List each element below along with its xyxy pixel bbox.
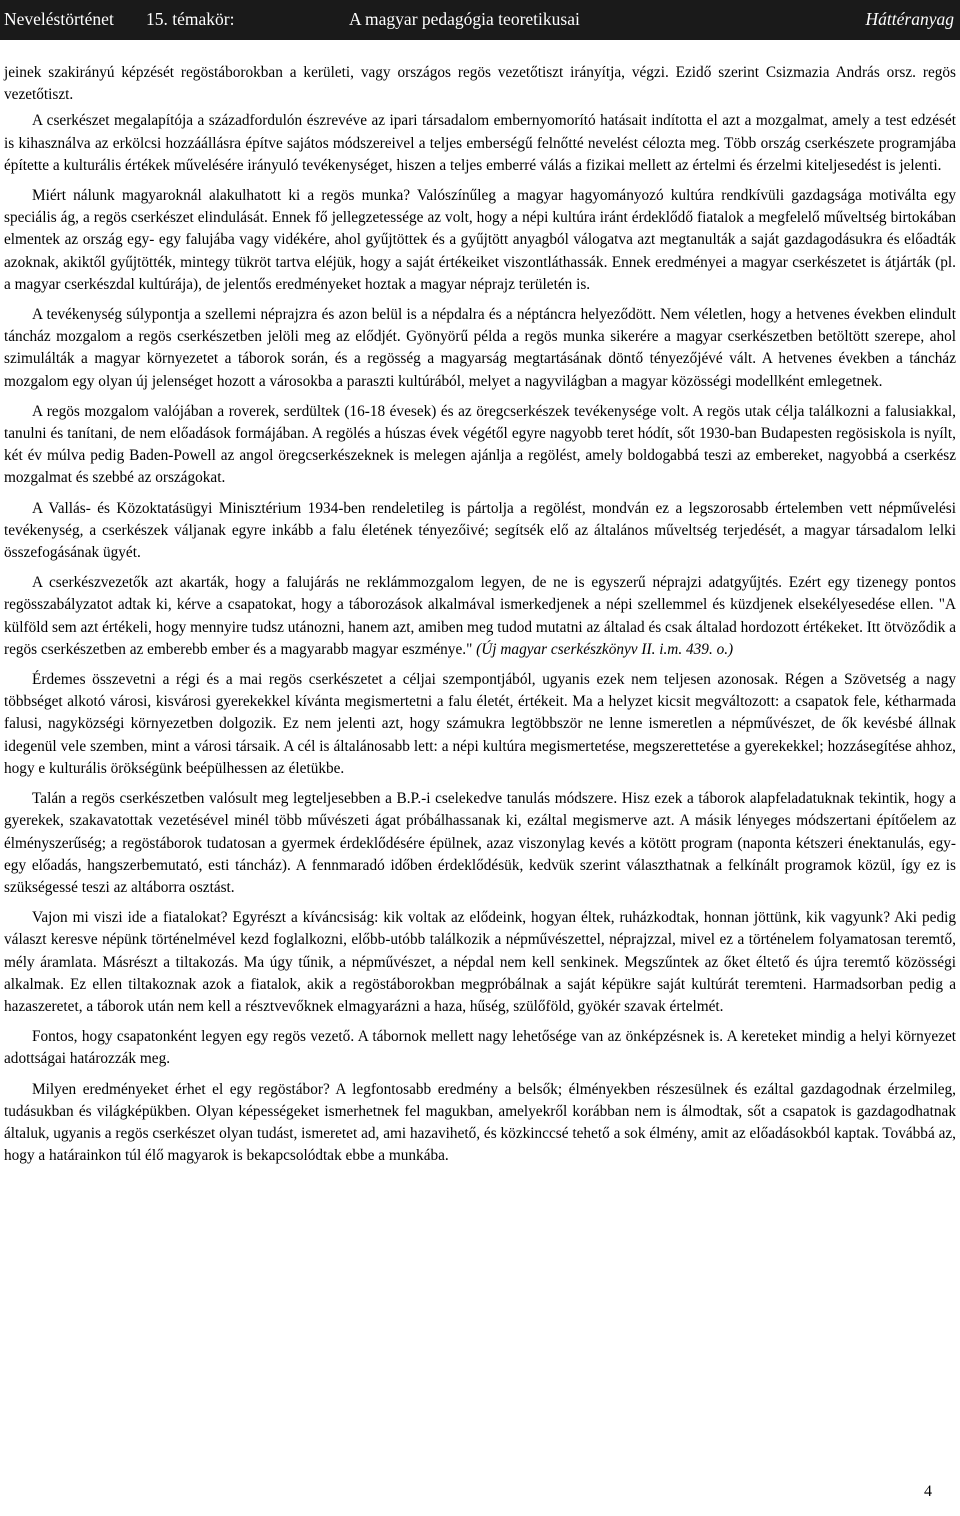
page-number: 4: [924, 1483, 932, 1500]
paragraph: Érdemes összevetni a régi és a mai regös cserkészetet a céljai szempontjából, ugyanis ezek nem teljesen azonosak. Régen a Szövetség a nagy többséget alkotó városi, kisvárosi gyerekekkel kívánta megismertetni a falu életét, értékeit. Ma a helyzet kicsit megváltozott: a csapatok fele, kétharmada falusi, nagyközségi környezetben dolgozik. Ez nem jelenti azt, hogy számukra legtöbbször ne lenne ismeretlen a népművészet, de ők kevésbé állnak idegenül vele szemben, mint a városi társaik. A cél is általánosabb lett: a népi kultúra megismertetése, megszerettetése a gyerekekkel; hozzásegítése ahhoz, hogy e kulturális örökségünk beépülhessen az életükbe.: [4, 671, 956, 777]
header-subject: Neveléstörténet: [4, 9, 114, 29]
paragraph: Miért nálunk magyaroknál alakulhatott ki a regös munka? Valószínűleg a magyar hagyományozó kultúra rendkívüli gazdagsága motiválta egy speciális ág, a regös cserkészet elindulását. Ennek fő jellegzetessége az volt, hogy a népi kultúra iránt érdeklődő fiatalok a megfelelő műveltség birtokában elmentek az ország egy- egy falujába vagy vidékére, ahol gyűjtöttek és a gyűjtött anyagból válogatva azt megtanulták a saját gazdagodásukra és előadták azoknak, akiktől gyűjtötték, mintegy tükröt tartva eléjük, hogy a saját értékeiket viszontláthassák. Ennek eredményei a magyar cserkészetet is átjárták (pl. a magyar cserkészdal kultúrája), de jelentős eredményeket hoztak a magyar néprajz területén is.: [4, 187, 956, 293]
paragraph-with-citation: [4, 572, 956, 661]
page-header: [0, 0, 960, 40]
paragraph: Milyen eredményeket érhet el egy regöstábor? A legfontosabb eredmény a belsők; élményekben részesülnek és ezáltal gazdagodnak érzelmileg, tudásukban és világképükben. Olyan képességeket ismerhetnek fel magukban, amelyekről korábban nem is álmodtak, sőt a csapatok is gazdagodhatnak általuk, ugyanis a regös cserkészet olyan tudást, ismeretet ad, ami hazavihető, és közkinccsé tehető a sok élmény, amit az előadásokból kaptak. Továbbá az, hogy a határainkon túl élő magyarok is bekapcsolódtak ebbe a munkába.: [4, 1080, 956, 1165]
paragraph: A Vallás- és Közoktatásügyi Minisztérium 1934-ben rendeletileg is pártolja a regölést, mondván ez a legszorosabb értelemben vett népművelési tevékenység, a cserkészek váljanak egyre inkább a falu életének tényezőivé; segítsék elő az általános műveltség terjedését, a magyar társadalom lelki összefogásának ügyét.: [4, 499, 956, 562]
header-topic-title: A magyar pedagógia teoretikusai: [349, 9, 580, 29]
document-body: [4, 62, 956, 1175]
paragraph: Fontos, hogy csapatonként legyen egy regös vezető. A tábornok mellett nagy lehetősége van az önképzésnek is. A kereteket mindig a helyi környezet adottságai határozzák meg.: [4, 1028, 956, 1068]
header-topic-number: 15. témakör:: [146, 9, 235, 29]
paragraph: Vajon mi viszi ide a fiatalokat? Egyrészt a kíváncsiság: kik voltak az elődeink, hogyan éltek, ruházkodtak, honnan jöttünk, kik vagyunk? Aki pedig választ keresve népünk történelmével kezd foglalkozni, előbb-utóbb találkozik a népművészettel, néprajzzal, mivel ez a történelem folyamatosan teremtő, mély áramlata. Másrészt a tiltakozás. Ma úgy tűnik, a népművészet, a népdal nem kell senkinek. Megszűntek az őket éltető és újra teremtő közösségi alkalmak. Ez ellen tiltakoznak azok a fiatalok, akik a regöstáborokban megpróbálnak a saját képükre saját kultúrát teremteni. Harmadsorban pedig a hazaszeretet, a táborok után nem kell a résztvevőknek elmagyarázni a haza, hűség, szülőföld, gyökér szavak értelmét.: [4, 909, 956, 1015]
citation: (Új magyar cserkészkönyv II. i.m. 439. o.): [476, 640, 734, 658]
paragraph-continuation: jeinek szakirányú képzését regöstáborokban a kerületi, vagy országos regös vezetőtiszt irányítja, végzi. Ezidő szerint Csizmazia András orsz. regös vezetőtiszt.: [4, 64, 956, 104]
paragraph: A cserkészet megalapítója a századfordulón észrevéve az ipari társadalom embernyomorító hatásait indította el azt a mozgalmat, amely a test edzését is kihasználva az erkölcsi hozzáállásra építve sajátos módszereivel a teljes emberségű felnőtté nevelést célozta meg. Több ország cserkészete programjába építette a kulturális értékek művelésére irányuló tevékenységet, hiszen a teljes emberré válás a fizikai mellett az értelmi és érzelmi kiteljesedést is jelenti.: [4, 112, 956, 174]
paragraph: A regös mozgalom valójában a roverek, serdültek (16-18 évesek) és az öregcserkészek tevékenysége volt. A regös utak célja találkozni a falusiakkal, tanulni és tanítani, de nem előadások formájában. A regölés a húszas évek végétől egyre nagyobb teret hódít, sőt 1930-ban Budapesten regösiskola is nyílt, két év múlva pedig Baden-Powell az angol öregcserkészeknek is melegen ajánlja a regölést, amely boldogabbá teszi az embereket, nagyobbá a cserkész mozgalmat és szebbé az országokat.: [4, 402, 956, 487]
paragraph-text: A cserkészvezetők azt akarták, hogy a falujárás ne reklámmozgalom legyen, de ne is egyszerű néprajzi adatgyűjtés. Ezért egy tizenegy pontos regösszabályzatot adtak ki, kérve a csapatokat, hogy a táborozások alkalmával ismerkedjenek a népi szellemmel és küzdjenek elsekélyesedése ellen. "A külföld sem azt értékeli, hogy mennyire tudsz utánozni, hanem azt, amiben meg tudod mutatni az általad és csak általad hordozott értékeket. Itt ötvöződik a regös cserkészetben az emberebb ember és a magyarabb magyar eszménye.": [4, 574, 956, 658]
paragraph: Talán a regös cserkészetben valósult meg legteljesebben a B.P.-i cselekedve tanulás módszere. Hisz ezek a táborok alapfeladatuknak tekintik, hogy a gyerekek, szakavatottak vezetésével minél több művészeti ágat próbálhassanak ki, ezáltal megismerve azt. A másik lényeges módszertani építőelem az élményszerűség; a regöstáborok tudatosan a gyermek érdeklődésére épülnek, azaz viszonylag kevés a kötött program (naponta kétszeri énektanulás, egy-egy előadás, hangszerbemutató, esti táncház). A fennmaradó időben érdeklődésük, kedvük szerint választhatnak a felkínált programok közül, így ez is szükségessé teszi az altáborra osztást.: [4, 790, 956, 896]
paragraph: A tevékenység súlypontja a szellemi néprajzra és azon belül is a népdalra és a néptáncra helyeződött. Nem véletlen, hogy a hetvenes években elindult táncház mozgalom a regös cserkészetben jelöli meg az elődjét. Gyönyörű példa a regös munka sikerére a magyar cserkészetben betöltött szerepe, ahol szimulálták a magyar környezetet a táborok során, és a regösség a magyarság megtartásának döntő tényezőjévé vált. A hetvenes években a táncház mozgalom egy olyan új jelenséget hozott a városokba a paraszti kultúrából, melyet a nagyvilágban a magyar közösségi modellként emlegetnek.: [4, 306, 956, 390]
header-doc-type: Háttéranyag: [865, 9, 954, 29]
